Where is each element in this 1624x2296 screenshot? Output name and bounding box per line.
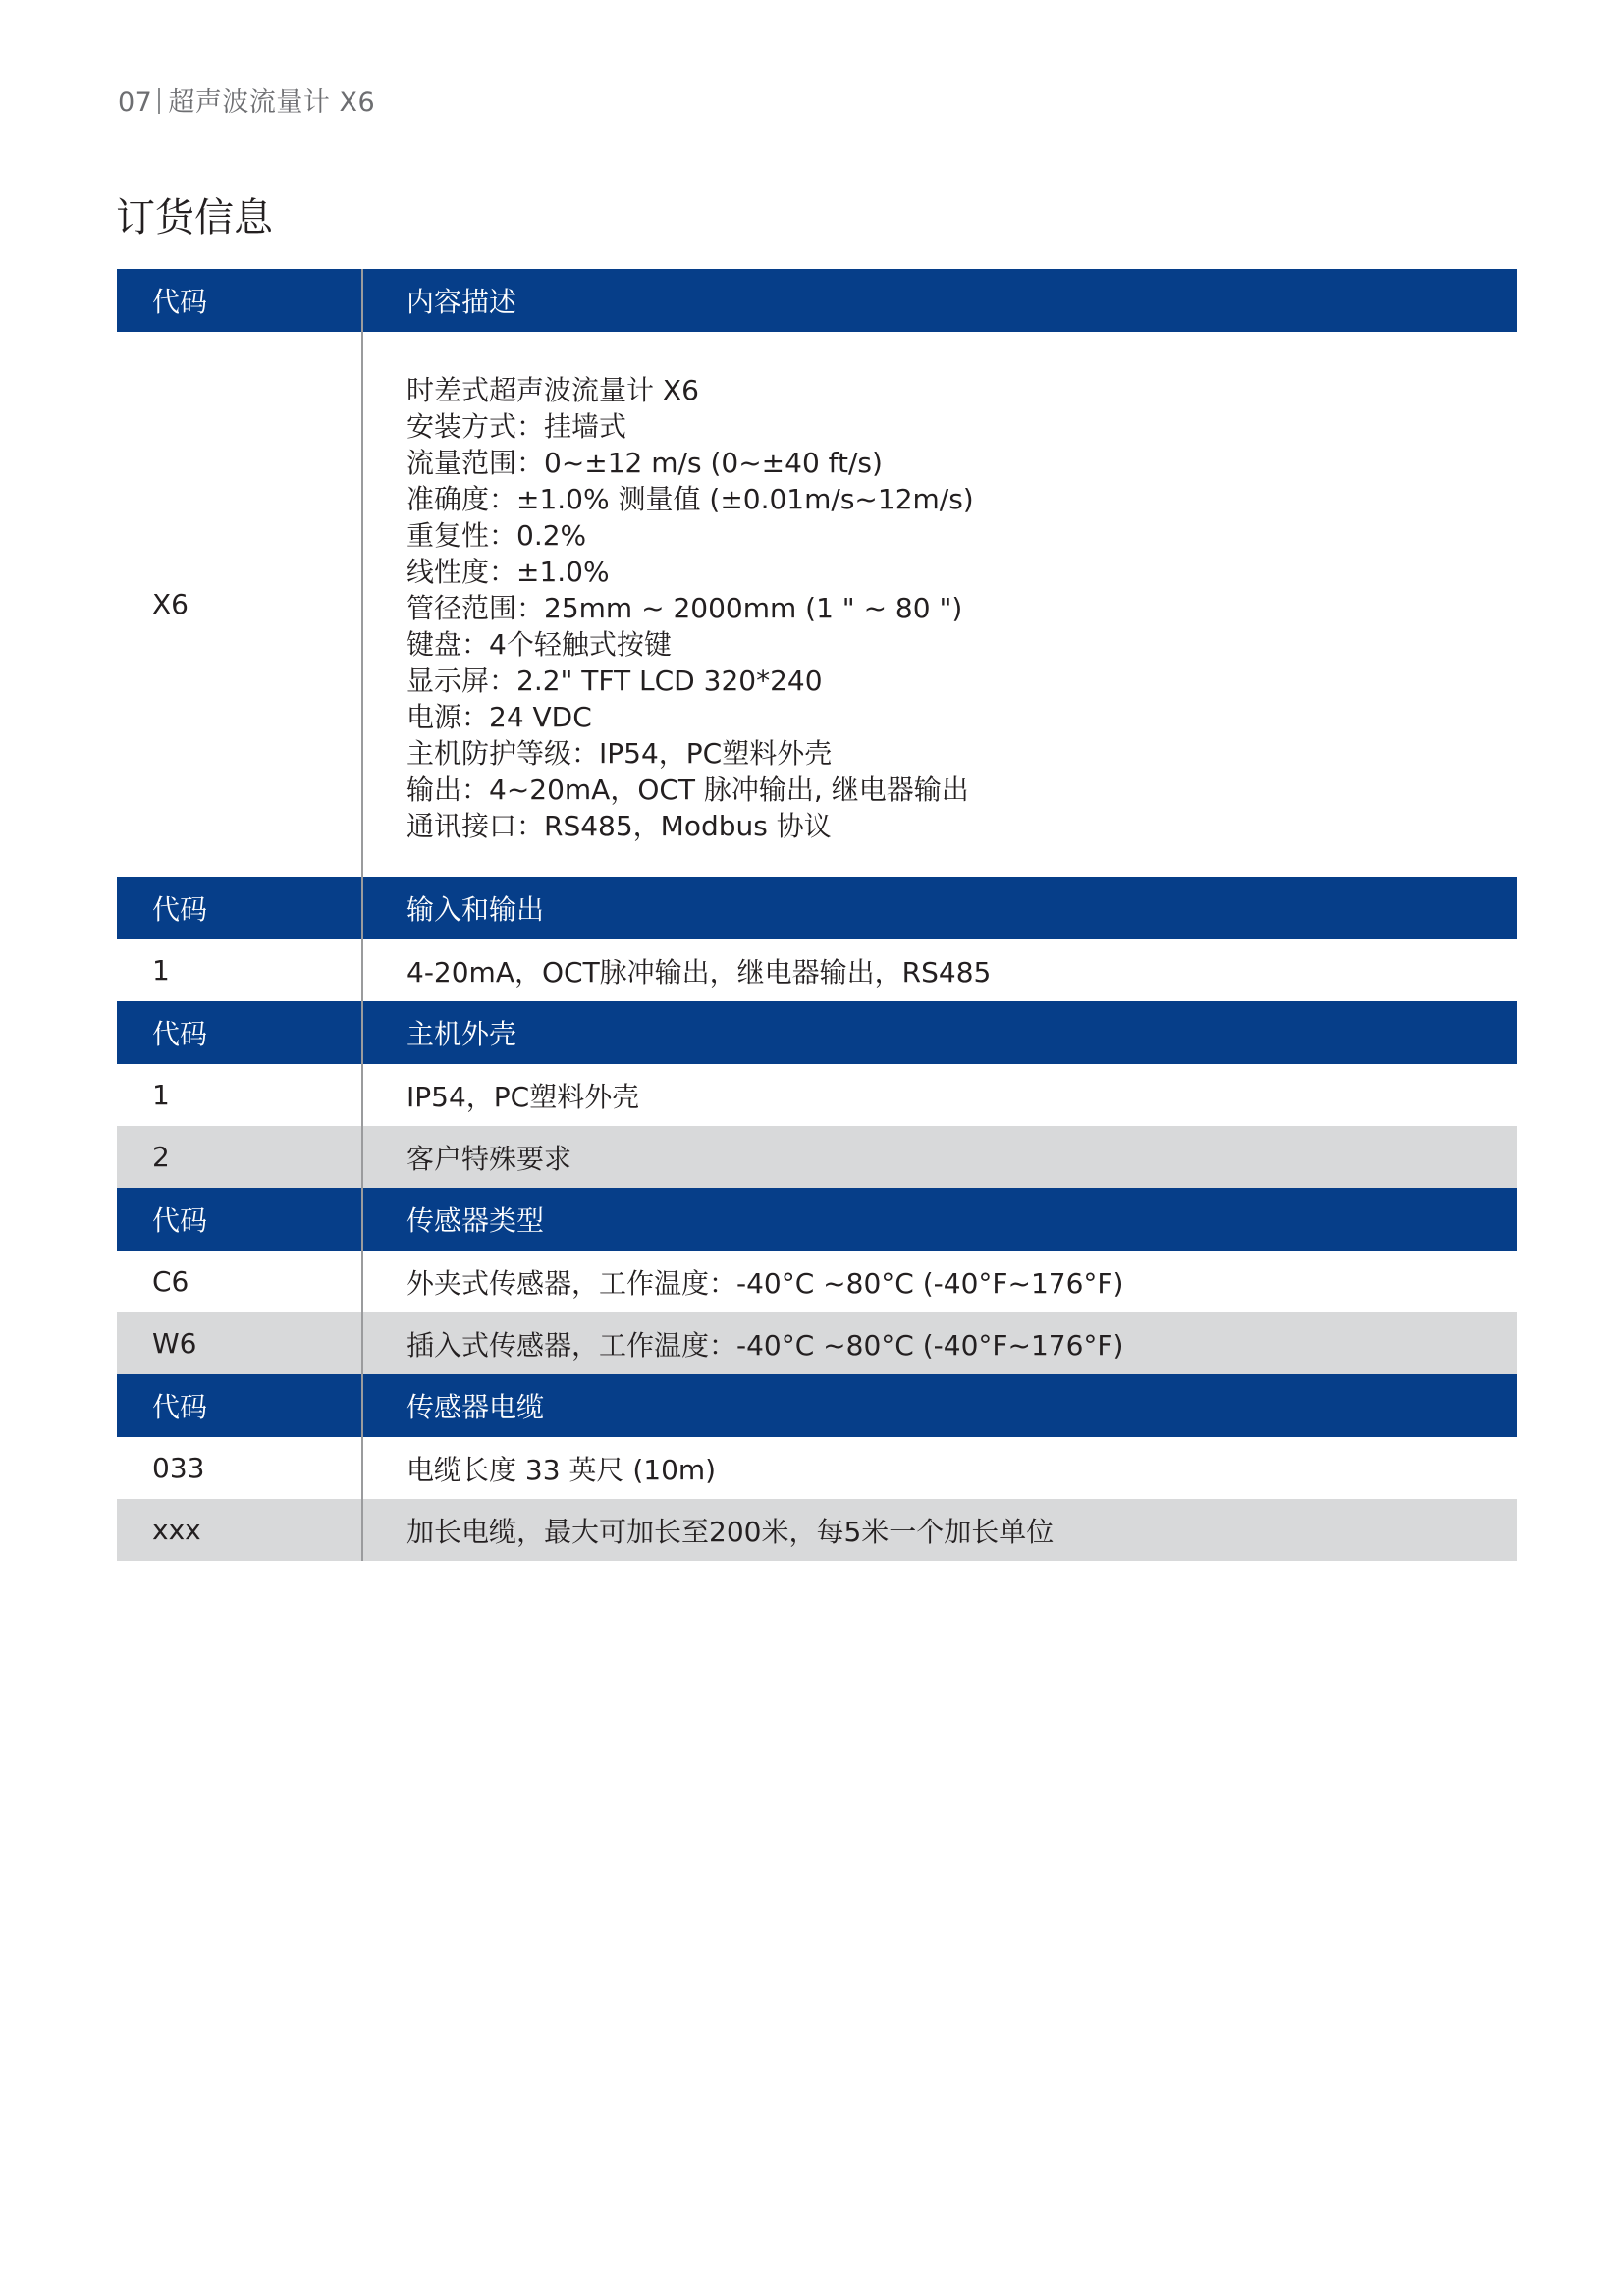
description-cell: 客户特殊要求 — [362, 1126, 1517, 1188]
code-cell: xxx — [117, 1499, 362, 1561]
spec-line: 输出：4~20mA，OCT 脉冲输出, 继电器输出 — [406, 774, 969, 806]
code-cell: 033 — [152, 1452, 205, 1484]
spec-line: 管径范围：25mm ~ 2000mm (1 " ~ 80 ") — [406, 592, 963, 624]
spec-list — [406, 364, 1517, 844]
code-cell: C6 — [152, 1265, 189, 1298]
table-header-row — [117, 1188, 1517, 1251]
header-code-cell: 代码 — [117, 1001, 362, 1064]
header-description-cell: 主机外壳 — [362, 1001, 1517, 1064]
spec-line: 安装方式：挂墙式 — [406, 410, 627, 443]
header-code-cell: 代码 — [117, 1188, 362, 1251]
table-header-row — [117, 877, 1517, 939]
table-row — [117, 1126, 1517, 1188]
description-cell: 电缆长度 33 英尺 (10m) — [362, 1437, 1517, 1499]
header-description-cell: 内容描述 — [362, 269, 1517, 332]
description-cell: 4-20mA，OCT脉冲输出，继电器输出，RS485 — [362, 939, 1517, 1001]
header-description-cell: 传感器类型 — [362, 1188, 1517, 1251]
spec-line: 流量范围：0~±12 m/s (0~±40 ft/s) — [406, 447, 883, 479]
table-row — [117, 1064, 1517, 1126]
spec-line: 电源：24 VDC — [406, 701, 592, 733]
header-code-cell: 代码 — [117, 1374, 362, 1437]
section-title: 订货信息 — [116, 195, 273, 240]
table-row — [117, 1437, 1517, 1499]
description-cell — [362, 332, 1517, 877]
header-description-cell: 输入和输出 — [362, 877, 1517, 939]
code-cell: 1 — [152, 1079, 170, 1111]
description-cell: 插入式传感器，工作温度：-40°C ~80°C (-40°F~176°F) — [362, 1312, 1517, 1374]
spec-line: 准确度：±1.0% 测量值 (±0.01m/s~12m/s) — [406, 483, 974, 515]
spec-line: 通讯接口：RS485，Modbus 协议 — [406, 810, 832, 842]
code-cell: X6 — [152, 588, 189, 620]
table-header-row — [117, 1374, 1517, 1437]
running-header — [118, 80, 375, 119]
header-divider — [158, 88, 160, 114]
description-cell: 加长电缆，最大可加长至200米，每5米一个加长单位 — [362, 1499, 1517, 1561]
table-row — [117, 1499, 1517, 1561]
spec-line: 线性度：±1.0% — [406, 556, 610, 588]
ordering-table — [117, 269, 1517, 1561]
table-header-row — [117, 1001, 1517, 1064]
spec-line: 时差式超声波流量计 X6 — [406, 374, 699, 406]
code-cell: 1 — [152, 954, 170, 987]
code-cell: W6 — [117, 1312, 362, 1374]
header-description-cell: 传感器电缆 — [362, 1374, 1517, 1437]
header-code-cell: 代码 — [117, 269, 362, 332]
description-cell: IP54，PC塑料外壳 — [362, 1064, 1517, 1126]
page-number: 07 — [118, 87, 153, 118]
spec-line: 键盘：4个轻触式按键 — [406, 628, 672, 661]
table-row — [117, 1312, 1517, 1374]
table-header-row — [117, 269, 1517, 332]
header-code-cell: 代码 — [117, 877, 362, 939]
table-row — [117, 939, 1517, 1001]
code-cell: 2 — [117, 1126, 362, 1188]
spec-line: 主机防护等级：IP54，PC塑料外壳 — [406, 737, 833, 770]
description-cell: 外夹式传感器，工作温度：-40°C ~80°C (-40°F~176°F) — [362, 1251, 1517, 1312]
table-row — [117, 332, 1517, 877]
spec-line: 显示屏：2.2" TFT LCD 320*240 — [406, 665, 823, 697]
spec-line: 重复性：0.2% — [406, 519, 587, 552]
document-title: 超声波流量计 X6 — [168, 87, 376, 118]
table-row — [117, 1251, 1517, 1312]
